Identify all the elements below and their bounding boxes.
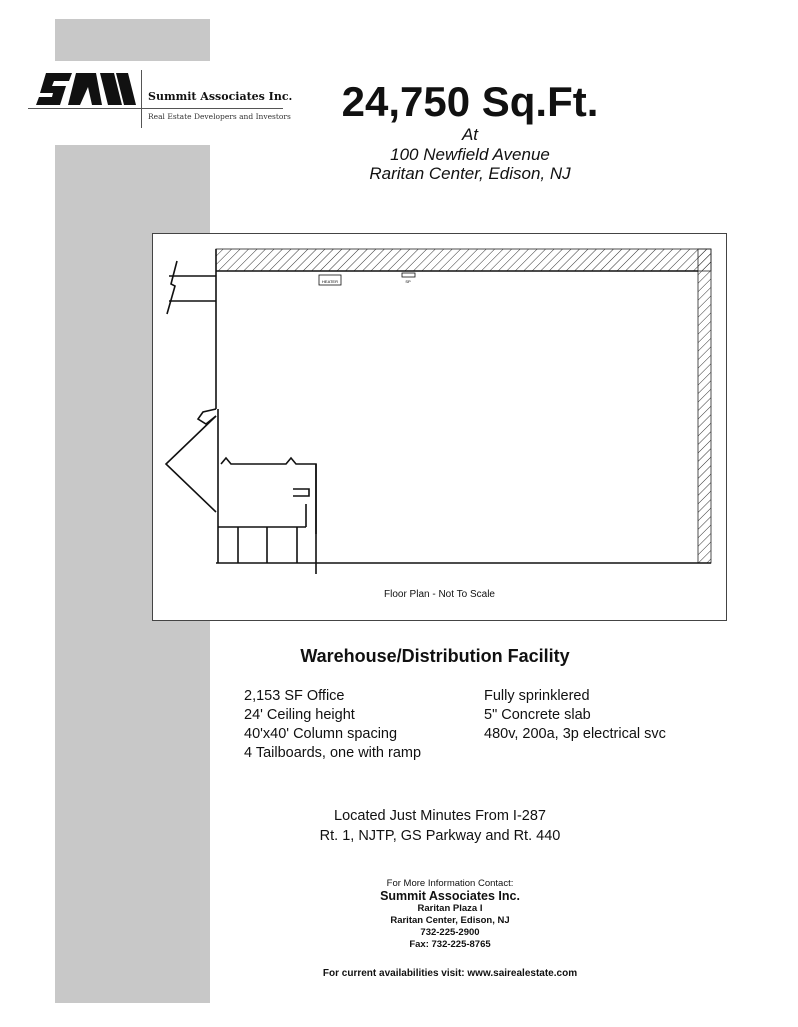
contact-address-2: Raritan Center, Edison, NJ xyxy=(390,915,510,926)
contact-company: Summit Associates Inc. xyxy=(380,889,520,903)
contact-address-1: Raritan Plaza I xyxy=(417,903,483,914)
contact-phone: 732-225-2900 xyxy=(420,927,480,938)
logo-divider-horizontal xyxy=(28,108,283,109)
feature-item: 5" Concrete slab xyxy=(484,707,591,723)
location-info xyxy=(270,806,610,846)
logo-company-name: Summit Associates Inc. xyxy=(148,90,293,103)
heater-unit xyxy=(319,275,341,285)
address-line-2: Raritan Center, Edison, NJ xyxy=(369,164,571,183)
location-line-1: Located Just Minutes From I-287 xyxy=(334,808,546,824)
feature-item: Fully sprinklered xyxy=(484,688,590,704)
floor-plan-drawing xyxy=(153,234,726,620)
hatched-walls xyxy=(216,249,711,563)
logo-tagline: Real Estate Developers and Investors xyxy=(148,112,291,121)
contact-fax: Fax: 732-225-8765 xyxy=(409,939,491,950)
logo-divider-vertical xyxy=(141,70,142,128)
page-title: 24,750 Sq.Ft. xyxy=(341,78,599,125)
sp-label: SP xyxy=(405,279,411,284)
address-line-1: 100 Newfield Avenue xyxy=(390,145,550,164)
contact-block xyxy=(290,878,610,951)
feature-item: 4 Tailboards, one with ramp xyxy=(244,745,422,761)
decorative-gray-block-top xyxy=(55,19,210,61)
at-label: At xyxy=(461,125,479,144)
location-line-2: Rt. 1, NJTP, GS Parkway and Rt. 440 xyxy=(319,828,561,844)
walls xyxy=(166,249,711,574)
feature-item: 40'x40' Column spacing xyxy=(244,726,398,742)
feature-item: 480v, 200a, 3p electrical svc xyxy=(484,726,666,742)
floor-plan-caption: Floor Plan - Not To Scale xyxy=(384,589,495,600)
features-left xyxy=(244,687,421,763)
sai-logo-mark-icon xyxy=(36,73,136,105)
features-right xyxy=(484,687,666,744)
website-link[interactable]: For current availabilities visit: www.sairealestate.com xyxy=(322,968,578,979)
floor-plan xyxy=(152,233,727,621)
company-logo xyxy=(28,70,293,130)
contact-intro: For More Information Contact: xyxy=(386,878,514,889)
heater-label: HEATER xyxy=(322,279,338,284)
facility-heading: Warehouse/Distribution Facility xyxy=(300,646,570,666)
sprinkler-panel xyxy=(402,273,415,284)
feature-item: 24' Ceiling height xyxy=(244,707,355,723)
feature-item: 2,153 SF Office xyxy=(244,688,345,704)
